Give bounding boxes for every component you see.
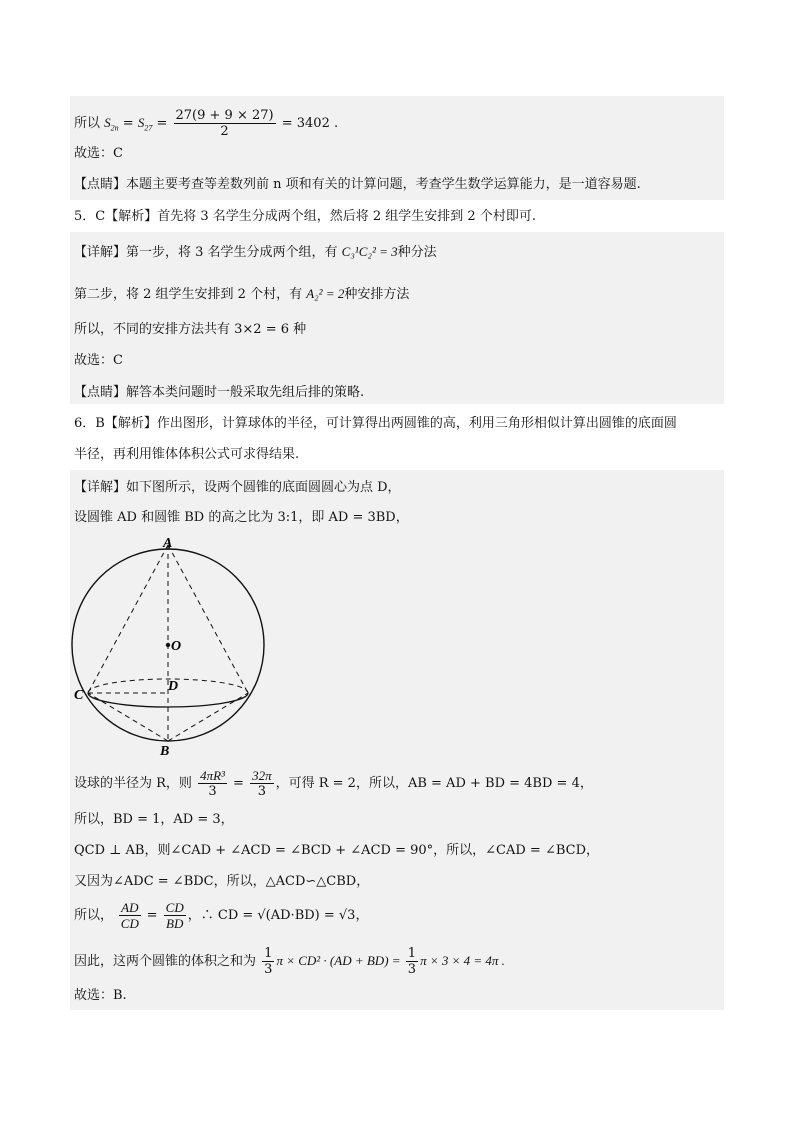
comment-4: 【点睛】本题主要考查等差数列前 n 项和有关的计算问题，考查学生数学运算能力，是一道容易题. <box>74 177 641 192</box>
equals-sign: = <box>152 116 172 131</box>
text-prefix: 所以 <box>74 116 101 131</box>
fraction <box>250 768 274 799</box>
text: 所以， <box>74 908 114 923</box>
numerator: CD <box>165 900 184 915</box>
subscript-2n: 2n <box>110 123 119 133</box>
combination-formula: C₃¹C₂² = 3 <box>341 244 398 259</box>
math-s27 <box>137 115 153 133</box>
ratio-line <box>74 900 368 931</box>
result: = 3402 . <box>277 116 339 131</box>
label-d: D <box>168 679 179 694</box>
numerator: 27(9 + 9 × 27) <box>175 108 274 123</box>
equals-sign: = <box>228 776 249 791</box>
sphere-cone-figure <box>70 533 724 759</box>
formula-part: π × CD² · (AD + BD) = <box>276 953 404 968</box>
bd-line: 所以，BD = 1，AD = 3， <box>74 812 234 827</box>
label-o: O <box>171 639 182 654</box>
denominator: 3 <box>264 962 273 977</box>
radius-line <box>74 768 593 799</box>
similar-line: 又因为∠ADC = ∠BDC，所以，△ACD∽△CBD， <box>74 874 370 889</box>
detail-6-line2: 设圆锥 AD 和圆锥 BD 的高之比为 3:1，即 AD = 3BD， <box>74 510 409 525</box>
equals-sign: = <box>142 908 162 923</box>
equals-sign: = <box>118 116 138 131</box>
arrangement-formula: A₂² = 2 <box>306 286 345 301</box>
fraction <box>406 946 418 977</box>
center-point-o <box>166 643 170 647</box>
fraction <box>198 768 227 799</box>
total-5: 所以，不同的安排方法共有 3×2 = 6 种 <box>74 322 307 337</box>
text: 种分法 <box>397 245 437 260</box>
denominator: 2 <box>220 124 229 139</box>
text: 第二步，将 2 组学生安排到 2 个村，有 <box>74 287 307 302</box>
header-6-line2: 半径，再利用锥体体积公式可求得结果. <box>74 447 300 462</box>
numerator: 4πR³ <box>200 768 225 783</box>
edge-ac <box>88 545 168 693</box>
math-s2n <box>104 115 119 133</box>
denominator: 3 <box>257 784 266 799</box>
fraction <box>119 900 140 931</box>
subscript-27: 27 <box>144 123 153 133</box>
numerator: 1 <box>407 946 417 961</box>
denominator: CD <box>120 916 139 931</box>
comment-5: 【点睛】解答本类问题时一般采取先组后排的策略. <box>74 385 365 400</box>
sphere-cone-diagram <box>70 533 290 759</box>
symbol-s: S <box>137 115 145 130</box>
fraction <box>262 946 274 977</box>
fraction <box>174 108 276 139</box>
answer-5: 故选：C <box>74 353 123 368</box>
text: 种安排方法 <box>344 287 410 302</box>
perp-line: QCD ⊥ AB，则∠CAD + ∠ACD = ∠BCD + ∠ACD = 90°，所以，∠CAD = ∠BCD， <box>74 843 600 858</box>
header-6-line1: 6．B【解析】作出图形，计算球体的半径，可计算得出两圆锥的高，利用三角形相似计算出圆锥的底面圆 <box>74 416 677 431</box>
numerator: 1 <box>264 946 273 961</box>
sum-formula-line <box>74 108 338 139</box>
text: 【详解】第一步，将 3 名学生分成两个组，有 <box>74 245 342 260</box>
numerator: 32π <box>252 768 272 783</box>
detail-6-line1: 【详解】如下图所示，设两个圆锥的底面圆圆心为点 D， <box>74 480 401 495</box>
symbol-s: S <box>104 115 111 130</box>
numerator: AD <box>121 900 139 915</box>
formula-end: π × 3 × 4 = 4π . <box>420 953 505 968</box>
text: 因此，这两个圆锥的体积之和为 <box>74 954 257 969</box>
label-a: A <box>163 536 173 551</box>
fraction <box>164 900 186 931</box>
text: 设球的半径为 R，则 <box>74 776 192 791</box>
answer-6: 故选：B. <box>74 988 127 1003</box>
text: ，∴ CD = √(AD·BD) = √3， <box>187 908 369 923</box>
denominator: 3 <box>407 962 417 977</box>
denominator: 3 <box>208 784 217 799</box>
label-b: B <box>160 744 170 759</box>
answer-4: 故选：C <box>74 146 123 161</box>
label-c: C <box>74 688 84 703</box>
volume-line <box>74 946 505 977</box>
text: ，可得 R = 2，所以，AB = AD + BD = 4BD = 4， <box>275 776 593 791</box>
denominator: BD <box>166 916 184 931</box>
edge-a-right <box>168 545 248 693</box>
detail-5-step2 <box>74 286 409 303</box>
header-5: 5．C【解析】首先将 3 名学生分成两个组，然后将 2 组学生安排到 2 个村即可. <box>74 209 536 224</box>
detail-5-step1 <box>74 244 437 261</box>
